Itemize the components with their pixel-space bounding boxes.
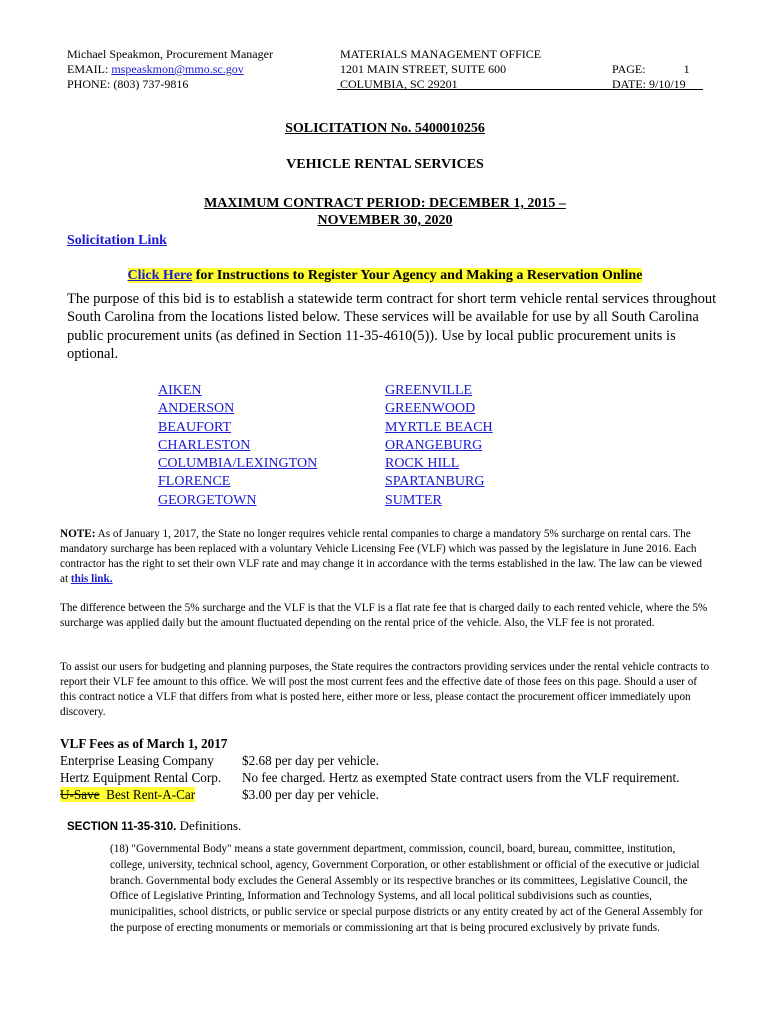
section-title: Definitions. <box>176 818 242 833</box>
instructions-highlight <box>128 268 643 283</box>
header-divider <box>337 89 703 90</box>
vlf-row-best-rent <box>60 786 679 803</box>
location-link[interactable]: CHARLESTON <box>158 437 251 453</box>
purpose-paragraph: The purpose of this bid is to establish a statewide term contract for short term vehicle rental services throughout South Carolina from the locations listed below. These services will be available for use by all South Carolina public procurement units (as defined in Section 11-35-4610(5)). Use by local public procurement units is optional. <box>67 291 717 362</box>
page-line <box>612 62 690 77</box>
section-heading <box>67 818 241 834</box>
office-city: COLUMBIA, SC 29201 <box>340 77 458 91</box>
locations-left-column <box>158 382 317 510</box>
note-paragraph <box>60 527 710 587</box>
location-link[interactable]: GREENVILLE <box>385 383 473 398</box>
instructions-line <box>0 268 770 284</box>
header-office <box>340 47 541 92</box>
location-link[interactable]: BEAUFORT <box>158 419 232 435</box>
location-link[interactable]: COLUMBIA/LEXINGTON <box>158 456 318 472</box>
vlf-row <box>60 752 679 769</box>
locations-right-column <box>385 382 493 510</box>
contract-period-line2: NOVEMBER 30, 2020 <box>317 213 453 228</box>
vlf-company <box>60 786 242 803</box>
page-number: 1 <box>683 62 690 76</box>
header-page-info <box>612 62 690 92</box>
email-link[interactable]: mspeaskmon@mmo.sc.gov <box>111 62 244 76</box>
note-label: NOTE: <box>60 528 96 540</box>
section-number: SECTION 11-35-310. <box>67 821 177 833</box>
location-link[interactable]: SUMTER <box>385 492 442 508</box>
office-street: 1201 MAIN STREET, SUITE 600 <box>340 62 507 76</box>
page-label: PAGE: <box>612 62 646 76</box>
law-link[interactable]: this link. <box>70 573 113 585</box>
location-link[interactable]: GEORGETOWN <box>158 492 257 508</box>
office-name: MATERIALS MANAGEMENT OFFICE <box>340 47 542 61</box>
struck-company: U-Save <box>60 787 100 802</box>
vlf-fee: $2.68 per day per vehicle. <box>242 753 379 768</box>
click-here-link[interactable]: Click Here <box>127 268 193 283</box>
vlf-fee: $3.00 per day per vehicle. <box>242 787 379 802</box>
service-title: VEHICLE RENTAL SERVICES <box>286 157 484 172</box>
company-name: Best Rent-A-Car <box>99 787 196 802</box>
location-link[interactable]: AIKEN <box>158 383 202 398</box>
vlf-row <box>60 769 679 786</box>
vlf-fee: No fee charged. Hertz as exempted State contract users from the VLF requirement. <box>242 770 680 785</box>
vlf-fees <box>60 735 679 803</box>
location-link[interactable]: FLORENCE <box>158 474 231 490</box>
instructions-text: for Instructions to Register Your Agency and Making a Reservation Online <box>192 268 643 283</box>
location-link[interactable]: GREENWOOD <box>385 401 476 417</box>
vlf-company: Enterprise Leasing Company <box>60 753 214 768</box>
location-link[interactable]: ORANGEBURG <box>385 437 483 453</box>
email-label: EMAIL: <box>67 62 112 76</box>
location-link[interactable]: MYRTLE BEACH <box>385 419 493 435</box>
contract-period-line1: MAXIMUM CONTRACT PERIOD: DECEMBER 1, 2015 – <box>204 196 566 211</box>
location-link[interactable]: ROCK HILL <box>385 456 460 472</box>
vlf-rows <box>60 752 679 786</box>
assist-paragraph: To assist our users for budgeting and planning purposes, the State requires the contractors providing services under the rental vehicle contracts to report their VLF fee amount to this office. We will post the most current fees and the effective date of those fees on this page. Should a user of this contract notice a VLF that differs from what is posted here, either more or less, please contact the procurement officer immediately upon discovery. <box>60 661 710 718</box>
date-line: DATE: 9/10/19 <box>612 77 686 91</box>
header-contact <box>67 47 273 92</box>
section-body: (18) "Governmental Body" means a state government department, commission, council, board, bureau, committee, institution, college, university, technical school, agency, Government Corporation, or other establishment or official of the executive or judicial branch. Governmental body excludes the General Assembly or its respective branches or its committees, Legislative Council, the Office of Legislative Printing, Information and Technology Systems, and all local political subdivisions such as counties, municipalities, school districts, or public service or special purpose districts or any entity created by act of the General Assembly for the purpose of erecting monuments or memorials or commissioning art that is being procured exclusively by private funds. <box>110 843 703 934</box>
contact-name: Michael Speakmon, Procurement Manager <box>67 47 273 61</box>
solicitation-title: SOLICITATION No. 5400010256 <box>285 121 485 136</box>
location-link[interactable]: SPARTANBURG <box>385 474 485 490</box>
contract-period <box>0 195 770 229</box>
vlf-company: Hertz Equipment Rental Corp. <box>60 770 222 785</box>
contact-email-line <box>67 62 273 77</box>
vlf-title: VLF Fees as of March 1, 2017 <box>60 736 228 751</box>
solicitation-link[interactable]: Solicitation Link <box>67 233 167 248</box>
location-link[interactable]: ANDERSON <box>158 401 235 417</box>
company-highlight <box>60 787 195 802</box>
difference-paragraph: The difference between the 5% surcharge and the VLF is that the VLF is a flat rate fee that is charged daily to each rented vehicle, where the 5% surcharge was applied daily but the amount fluctuated depending on the rental price of the vehicle. Also, the VLF fee is not prorated. <box>60 602 708 629</box>
contact-phone: PHONE: (803) 737-9816 <box>67 77 189 91</box>
note-text: As of January 1, 2017, the State no longer requires vehicle rental companies to charge a mandatory 5% surcharge on rental cars. The mandatory surcharge has been replaced with a voluntary Vehicle Licensing Fee (VLF) which was passed by the legislature in June 2016. Each contractor has the right to set their own VLF rate and may change it in accordance with the terms established in the law. The law can be viewed at <box>60 528 702 585</box>
